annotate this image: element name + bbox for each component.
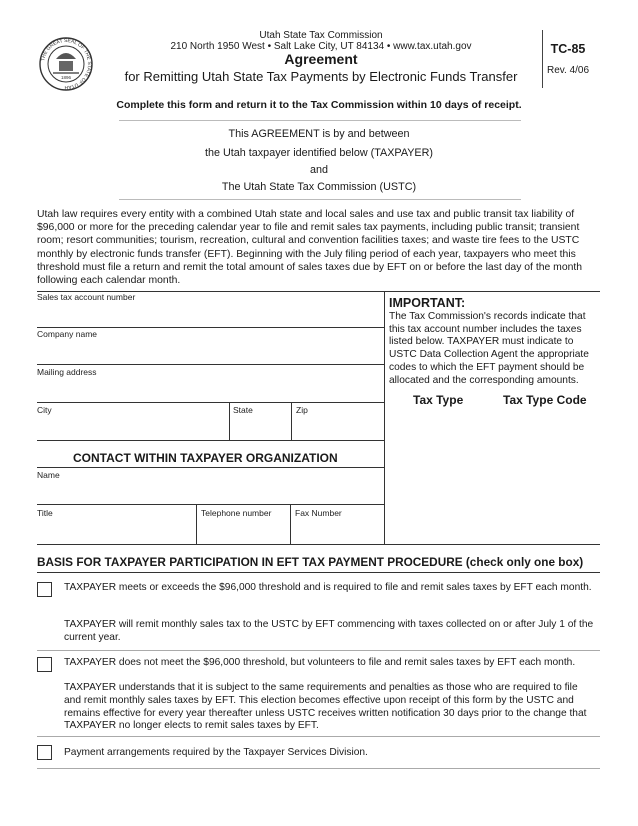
field-rule xyxy=(37,440,384,441)
divider xyxy=(119,120,521,121)
law-paragraph: Utah law requires every entity with a combined Utah state and local sales and use tax and public transit tax liability of $96,000 or more for the preceding calendar year to file and remit sales tax payments, including public transit; transient room; resort communities; tourism, recreation, cultural and convention facilities taxes; and waste tire fees to the USTC monthly by electronic funds transfer (EFT). Beginning with the July filing period of each year, taxpayers who meet this threshold must file a return and remit the total amount of sales taxes due by EFT on or before the last day of the month following each calendar month. xyxy=(37,209,583,287)
svg-text:1896: 1896 xyxy=(60,75,72,80)
option-divider xyxy=(37,650,600,651)
fax-field[interactable] xyxy=(291,504,384,544)
instructions: Complete this form and return it to the Tax Commission within 10 days of receipt. xyxy=(116,99,522,111)
form-number: TC-85 xyxy=(550,42,586,56)
agreement-line-4: The Utah State Tax Commission (USTC) xyxy=(221,181,417,193)
state-label: State xyxy=(233,405,253,415)
important-heading: IMPORTANT: xyxy=(389,296,466,310)
city-label: City xyxy=(37,405,52,415)
sales-tax-account-label: Sales tax account number xyxy=(37,292,136,302)
telephone-label: Telephone number xyxy=(201,508,272,518)
option-2-detail: TAXPAYER understands that it is subject to the same requirements and penalties as those who are required to file and remit monthly sales taxes by EFT. This election becomes effective upon receipt of this form by the USTC and remains effective for every year thereafter unless USTC receives written notification 30 days prior to the change that TAXPAYER no longer elects to remit sales taxes by EFT. xyxy=(64,682,587,732)
option-volunteer-checkbox[interactable] xyxy=(37,657,52,672)
fax-label: Fax Number xyxy=(295,508,342,518)
agreement-line-3: and xyxy=(309,164,328,176)
tax-type-code-header: Tax Type Code xyxy=(503,393,587,407)
city-field[interactable] xyxy=(37,402,229,440)
option-2-text: TAXPAYER does not meet the $96,000 threshold, but volunteers to file and remit sales taxes by EFT each month. xyxy=(64,657,576,668)
svg-text:THE GREAT SEAL OF THE STATE OF: THE GREAT SEAL OF THE STATE OF UTAH xyxy=(40,37,93,91)
option-divider xyxy=(37,736,600,737)
form-revision: Rev. 4/06 xyxy=(546,65,590,76)
mailing-address-field[interactable] xyxy=(37,364,384,402)
form-vertical-divider xyxy=(384,291,385,544)
zip-label: Zip xyxy=(296,405,308,415)
mailing-address-label: Mailing address xyxy=(37,367,97,377)
basis-heading: BASIS FOR TAXPAYER PARTICIPATION IN EFT TAX PAYMENT PROCEDURE (check only one box) xyxy=(37,555,584,569)
option-1-detail: TAXPAYER will remit monthly sales tax to the USTC by EFT commencing with taxes collected on or after July 1 of the current year. xyxy=(64,619,594,643)
state-field[interactable] xyxy=(230,402,291,440)
tax-type-header: Tax Type xyxy=(413,393,464,407)
form-bottom-rule xyxy=(37,544,600,545)
agency-address: 210 North 1950 West • Salt Lake City, UT 84134 • www.tax.utah.gov xyxy=(170,41,472,52)
agreement-line-1: This AGREEMENT is by and between xyxy=(228,128,410,140)
option-3-text: Payment arrangements required by the Taxpayer Services Division. xyxy=(64,747,368,758)
form-subtitle: for Remitting Utah State Tax Payments by Electronic Funds Transfer xyxy=(124,69,518,84)
option-1-text: TAXPAYER meets or exceeds the $96,000 threshold and is required to file and remit sales taxes by EFT each month. xyxy=(64,582,592,593)
agreement-line-2: the Utah taxpayer identified below (TAXPAYER) xyxy=(204,147,434,159)
agency-name: Utah State Tax Commission xyxy=(259,30,383,41)
option-payment-arrangements-checkbox[interactable] xyxy=(37,745,52,760)
option-threshold-required-checkbox[interactable] xyxy=(37,582,52,597)
state-seal-icon xyxy=(39,37,93,91)
contact-title-label: Title xyxy=(37,508,53,518)
company-name-label: Company name xyxy=(37,329,98,339)
divider xyxy=(119,199,521,200)
telephone-field[interactable] xyxy=(197,504,290,544)
contact-name-field[interactable] xyxy=(37,467,384,504)
header-divider xyxy=(542,30,543,88)
company-name-field[interactable] xyxy=(37,327,384,364)
contact-title-field[interactable] xyxy=(37,504,196,544)
option-divider xyxy=(37,768,600,769)
zip-field[interactable] xyxy=(292,402,384,440)
sales-tax-account-field[interactable] xyxy=(37,291,384,327)
contact-heading: CONTACT WITHIN TAXPAYER ORGANIZATION xyxy=(73,451,338,465)
important-text: The Tax Commission's records indicate that this tax account number includes the taxes listed below. TAXPAYER must indicate to USTC Data Collection Agent the appropriate codes to which the EFT payment should be allocated and the corresponding amounts. xyxy=(389,311,589,386)
form-title: Agreement xyxy=(284,51,358,67)
basis-rule xyxy=(37,572,600,573)
contact-name-label: Name xyxy=(37,470,60,480)
